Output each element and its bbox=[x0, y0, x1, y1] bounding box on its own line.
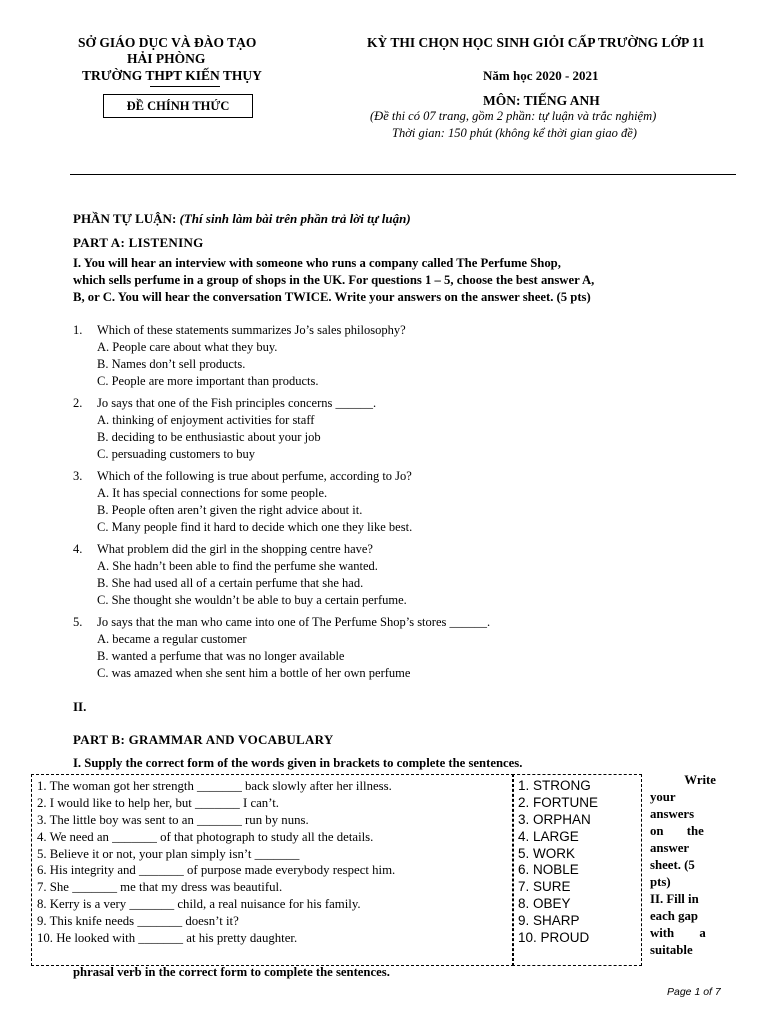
side-note-line: II. Fill in bbox=[650, 892, 699, 906]
word-row: 4. LARGE bbox=[518, 828, 579, 844]
option-c: C. persuading customers to buy bbox=[97, 447, 255, 461]
part-a-instruction-3: B, or C. You will hear the conversation TWICE. Write your answers on the answer sheet. (5 pts) bbox=[73, 290, 591, 304]
school-underline bbox=[150, 86, 220, 87]
header-divider bbox=[70, 174, 736, 175]
dept-line1: SỞ GIÁO DỤC VÀ ĐÀO TẠO bbox=[78, 35, 257, 50]
sentence-row: 1. The woman got her strength _______ back slowly after her illness. bbox=[37, 779, 392, 793]
question-stem: Jo says that one of the Fish principles concerns ______. bbox=[97, 396, 377, 410]
sentence-row: 8. Kerry is a very _______ child, a real nuisance for his family. bbox=[37, 897, 361, 912]
side-note-line: suitable bbox=[650, 943, 693, 957]
side-note-line: with a bbox=[650, 926, 706, 940]
option-b: B. deciding to be enthusiastic about your job bbox=[97, 430, 321, 444]
option-b: B. Names don’t sell products. bbox=[97, 357, 246, 371]
question-stem: Jo says that the man who came into one of The Perfume Shop’s stores ______. bbox=[97, 615, 491, 629]
option-a: A. She hadn’t been able to find the perfume she wanted. bbox=[97, 559, 378, 573]
part-a-heading: PART A: LISTENING bbox=[73, 235, 204, 250]
word-row: 2. FORTUNE bbox=[518, 794, 599, 810]
exam-note-time: Thời gian: 150 phút (không kể thời gian giao đề) bbox=[392, 126, 637, 140]
part-a-instruction-1: I. You will hear an interview with someone who runs a company called The Perfume Shop, bbox=[73, 256, 561, 270]
sentences-box bbox=[31, 774, 514, 966]
dept-line2: HẢI PHÒNG bbox=[127, 51, 206, 66]
question-number: 4. bbox=[73, 542, 83, 556]
option-b: B. She had used all of a certain perfume that she had. bbox=[97, 576, 364, 590]
word-row: 9. SHARP bbox=[518, 913, 580, 929]
sentence-row: 2. I would like to help her, but _______ I can’t. bbox=[37, 795, 279, 810]
part-b-continuation: phrasal verb in the correct form to complete the sentences. bbox=[73, 965, 390, 979]
option-c: C. She thought she wouldn’t be able to buy a certain perfume. bbox=[97, 593, 407, 607]
part-a-section-ii: II. bbox=[73, 699, 87, 714]
option-b: B. wanted a perfume that was no longer available bbox=[97, 649, 345, 663]
sentence-row: 6. His integrity and _______ of purpose made everybody respect him. bbox=[37, 863, 396, 878]
question-stem: Which of these statements summarizes Jo’s sales philosophy? bbox=[97, 323, 406, 337]
option-c: C. People are more important than products. bbox=[97, 374, 319, 388]
question-1 bbox=[73, 322, 406, 390]
word-row: 5. WORK bbox=[518, 845, 576, 861]
word-row: 7. SURE bbox=[518, 879, 571, 895]
option-c: C. Many people find it hard to decide which one they like best. bbox=[97, 520, 413, 534]
option-b: B. People often aren’t given the right advice about it. bbox=[97, 503, 363, 517]
part-b-heading: PART B: GRAMMAR AND VOCABULARY bbox=[73, 732, 334, 747]
option-a: A. became a regular customer bbox=[97, 632, 247, 646]
sentence-row: 9. This knife needs _______ doesn’t it? bbox=[37, 914, 239, 929]
question-number: 1. bbox=[73, 323, 83, 337]
word-row: 8. OBEY bbox=[518, 896, 571, 912]
option-a: A. thinking of enjoyment activities for staff bbox=[97, 413, 315, 427]
side-note-line: answers bbox=[650, 807, 695, 821]
word-box bbox=[512, 774, 642, 966]
side-note-line: sheet. (5 bbox=[650, 858, 695, 872]
side-note-line: each gap bbox=[650, 909, 698, 923]
word-row: 6. NOBLE bbox=[518, 862, 579, 878]
part-a-instruction-2: which sells perfume in a group of shops in the UK. For questions 1 – 5, choose the best answer A, bbox=[73, 273, 595, 287]
section-title-text: PHẦN TỰ LUẬN: bbox=[73, 211, 177, 226]
option-a: A. People care about what they buy. bbox=[97, 340, 278, 354]
side-note-line: on the bbox=[650, 824, 704, 838]
sentence-row: 7. She _______ me that my dress was beautiful. bbox=[37, 880, 283, 895]
question-3 bbox=[73, 468, 412, 536]
question-number: 3. bbox=[73, 469, 83, 483]
side-note bbox=[650, 772, 716, 959]
question-stem: What problem did the girl in the shopping centre have? bbox=[97, 542, 373, 556]
sentence-row: 4. We need an _______ of that photograph to study all the details. bbox=[37, 829, 374, 844]
sentence-row: 10. He looked with _______ at his pretty daughter. bbox=[37, 931, 298, 946]
option-a: A. It has special connections for some people. bbox=[97, 486, 328, 500]
question-number: 2. bbox=[73, 396, 83, 410]
option-c: C. was amazed when she sent him a bottle of her own perfume bbox=[97, 666, 411, 680]
side-note-line: Write bbox=[684, 773, 716, 787]
school-year: Năm học 2020 - 2021 bbox=[483, 68, 599, 83]
word-row: 10. PROUD bbox=[518, 930, 590, 946]
word-row: 1. STRONG bbox=[518, 778, 591, 793]
side-note-line: answer bbox=[650, 841, 690, 855]
question-number: 5. bbox=[73, 615, 83, 629]
school-name: TRƯỜNG THPT KIẾN THỤY bbox=[82, 68, 262, 83]
question-2 bbox=[73, 395, 376, 463]
official-stamp: ĐỀ CHÍNH THỨC bbox=[103, 94, 253, 118]
side-note-line: your bbox=[650, 790, 676, 804]
part-b-instruction: I. Supply the correct form of the words given in brackets to complete the sentences. bbox=[73, 756, 523, 770]
side-note-line: pts) bbox=[650, 875, 671, 889]
question-5 bbox=[73, 614, 490, 682]
exam-title: KỲ THI CHỌN HỌC SINH GIỎI CẤP TRƯỜNG LỚP 11 bbox=[367, 35, 705, 50]
sentence-row: 5. Believe it or not, your plan simply isn’t _______ bbox=[37, 846, 300, 861]
page-number: Page 1 of 7 bbox=[667, 986, 721, 998]
subject: MÔN: TIẾNG ANH bbox=[483, 93, 600, 108]
question-stem: Which of the following is true about perfume, according to Jo? bbox=[97, 469, 412, 483]
section-title bbox=[73, 211, 411, 227]
sentence-row: 3. The little boy was sent to an _______ run by nuns. bbox=[37, 812, 309, 827]
section-title-note: (Thí sinh làm bài trên phần trả lời tự luận) bbox=[179, 211, 411, 226]
word-row: 3. ORPHAN bbox=[518, 811, 591, 827]
exam-note-pages: (Đề thi có 07 trang, gồm 2 phần: tự luận và trắc nghiệm) bbox=[370, 109, 657, 123]
question-4 bbox=[73, 541, 407, 609]
